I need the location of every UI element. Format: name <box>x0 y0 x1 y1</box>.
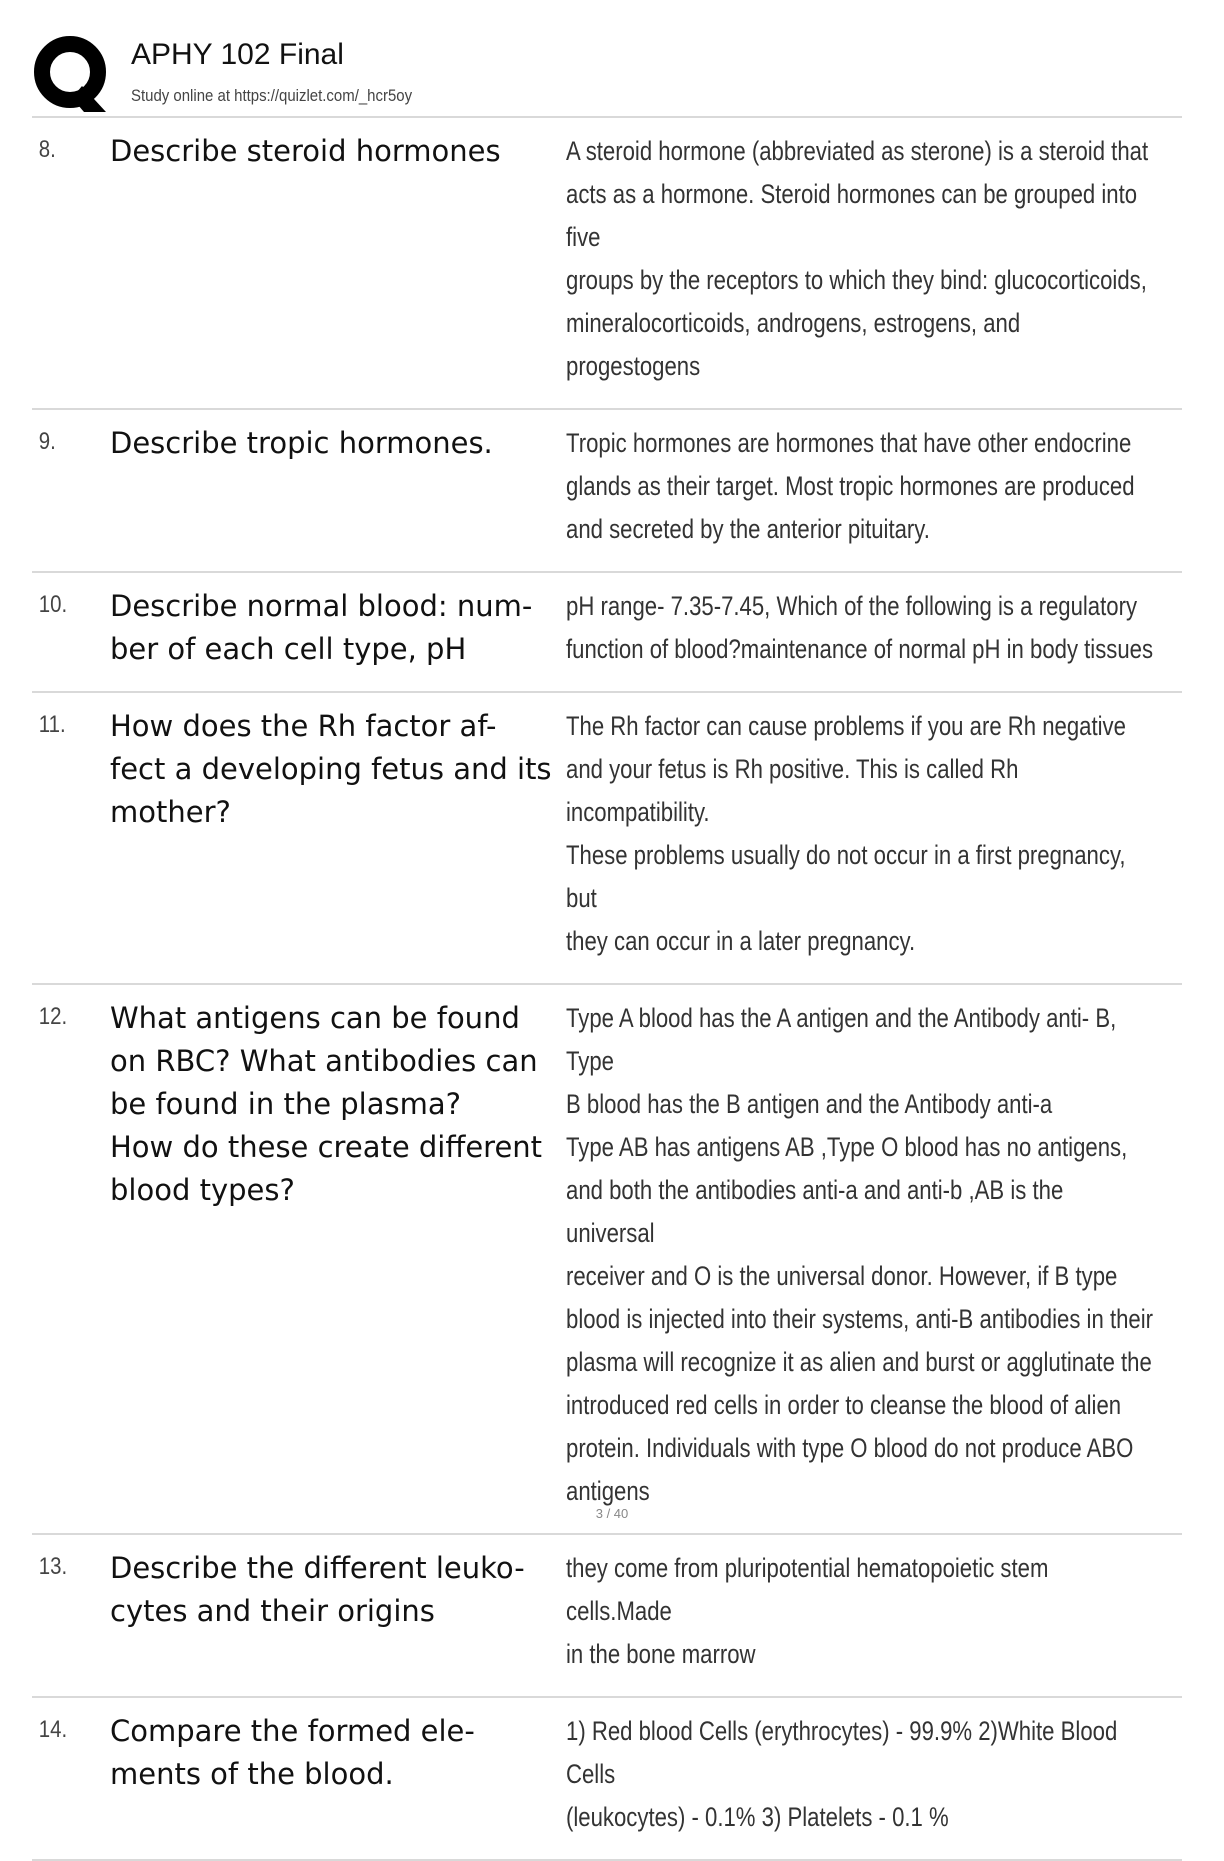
card-number: 12. <box>38 1003 68 1030</box>
card-number: 10. <box>38 591 68 618</box>
flashcard-row <box>32 118 1182 410</box>
card-answer-text: pH range- 7.35-7.45, Which of the following is a regulatory function of blood?maintenance of normal pH in body tissues <box>566 591 1154 664</box>
flashcard-row <box>32 410 1182 573</box>
card-answer <box>566 585 1182 671</box>
flashcard-row <box>32 985 1182 1535</box>
card-question: What antigens can be found on RBC? What antibodies can be found in the plasma? How do these create different blood types? <box>110 1001 543 1207</box>
card-number: 9. <box>38 428 56 455</box>
card-answer-text: Tropic hormones are hormones that have other endocrine glands as their target. Most tropic hormones are produced and secreted by the anterior pituitary. <box>566 428 1135 544</box>
document-title: APHY 102 Final <box>131 38 344 71</box>
flashcard-row <box>32 1535 1182 1698</box>
card-number: 13. <box>38 1553 68 1580</box>
flashcard-row <box>32 573 1182 693</box>
card-answer <box>566 1547 1182 1676</box>
flashcard-row <box>32 693 1182 985</box>
study-online-link[interactable]: Study online at https://quizlet.com/_hcr5oy <box>131 86 413 105</box>
card-question: Describe steroid hormones <box>110 134 501 168</box>
card-answer <box>566 705 1182 963</box>
card-answer-text: The Rh factor can cause problems if you are Rh negative and your fetus is Rh positive. This is called Rh incompatibility. These problems usually do not occur in a first pregnancy, but they can occur in a later pregnancy. <box>566 711 1126 956</box>
card-answer <box>566 1710 1182 1839</box>
card-answer-text: A steroid hormone (abbreviated as sterone) is a steroid that acts as a hormone. Steroid hormones can be grouped into five groups by the receptors to which they bind: glucocorticoids, mineralocorticoids, androgens, estrogens, and progestogens <box>566 136 1149 381</box>
quizlet-logo-icon <box>32 34 112 114</box>
card-answer <box>566 130 1182 388</box>
card-answer-text: Type A blood has the A antigen and the Antibody anti- B, Type B blood has the B antigen and the Antibody anti-a Type AB has antigens AB ,Type O blood has no antigens, and both the antibodies anti-a and anti-b ,AB is the universal receiver and O is the universal donor. However, if B type blood is injected into their systems, anti-B antibodies in their plasma will recognize it as alien and burst or agglutinate the introduced red cells in order to cleanse the blood of alien protein. Individuals with type O blood do not produce ABO antigens <box>566 1003 1154 1506</box>
card-question: Describe normal blood: num- ber of each cell type, pH <box>110 589 533 666</box>
card-answer <box>566 422 1182 551</box>
card-answer <box>566 997 1182 1513</box>
document-header <box>32 34 1182 118</box>
flashcard-list <box>32 116 1182 1861</box>
card-question: How does the Rh factor af- fect a developing fetus and its mother? <box>110 709 552 829</box>
card-number: 11. <box>38 711 66 738</box>
card-answer-text: 1) Red blood Cells (erythrocytes) - 99.9% 2)White Blood Cells (leukocytes) - 0.1% 3) Platelets - 0.1 % <box>566 1716 1118 1832</box>
card-question: Compare the formed ele- ments of the blood. <box>110 1714 475 1791</box>
flashcard-row <box>32 1698 1182 1861</box>
page-indicator: 3 / 40 <box>595 1506 629 1521</box>
card-number: 14. <box>38 1716 68 1743</box>
card-question: Describe tropic hormones. <box>110 426 493 460</box>
card-question: Describe the different leuko- cytes and their origins <box>110 1551 525 1628</box>
card-answer-text: they come from pluripotential hematopoietic stem cells.Made in the bone marrow <box>566 1553 1049 1669</box>
card-number: 8. <box>38 136 56 163</box>
